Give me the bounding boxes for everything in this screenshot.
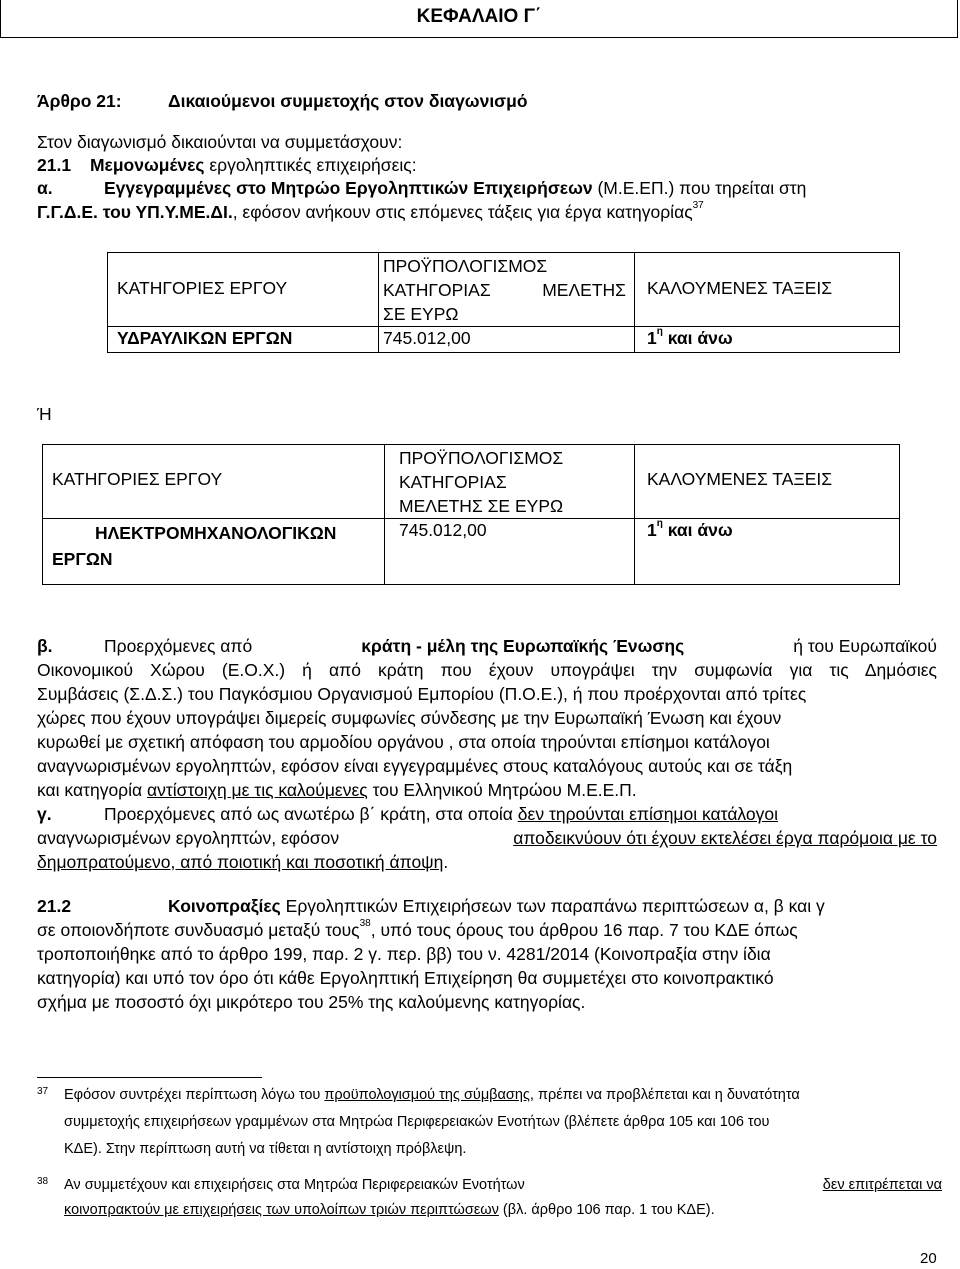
- beta-line-3: Συμβάσεις (Σ.Δ.Σ.) του Παγκόσμιου Οργανισμού Εμπορίου (Π.Ο.Ε.), ή που προέρχονται από τρίτες: [37, 684, 807, 704]
- section-21-2-line-5: σχήμα με ποσοστό όχι μικρότερο του 25% της καλούμενης κατηγορίας.: [37, 992, 586, 1012]
- beta-line-5: κυρωθεί με σχετική απόφαση του αρμοδίου οργάνου , στα οποία τηρούνται επίσημοι κατάλογοι: [37, 732, 770, 752]
- table1-header-budget: ΠΡΟΫΠΟΛΟΓΙΣΜΟΣ ΚΑΤΗΓΟΡΙΑΣ ΜΕΛΕΤΗΣ ΣΕ ΕΥΡΩ: [379, 253, 635, 327]
- footnote-ref-37[interactable]: 37: [692, 200, 704, 211]
- footnote-38-line-2: κοινοπρακτούν με επιχειρήσεις των υπολοίπων τριών περιπτώσεων (βλ. άρθρο 106 παρ. 1 του ΚΔΕ).: [64, 1202, 715, 1218]
- chapter-title: ΚΕΦΑΛΑΙΟ Γ΄: [416, 6, 542, 27]
- category-table-2: [42, 444, 900, 585]
- footnote-37-line-3: ΚΔΕ). Στην περίπτωση αυτή να τίθεται η αντίστοιχη πρόβλεψη.: [64, 1141, 467, 1157]
- section-number: 21.1: [37, 155, 72, 175]
- or-label: Ή: [37, 404, 52, 424]
- table2-header-category: ΚΑΤΗΓΟΡΙΕΣ ΕΡΓΟΥ: [43, 445, 385, 519]
- section-bold: Μεμονωμένες: [89, 155, 205, 175]
- alpha-letter: α.: [37, 178, 53, 198]
- gamma-letter: γ.: [37, 804, 52, 824]
- gamma-line-1: Προερχόμενες από ως ανωτέρω β΄ κράτη, στα οποία δεν τηρούνται επίσημοι κατάλογοι: [104, 804, 779, 824]
- gamma-line-3: δημοπρατούμενο, από ποιοτική και ποσοτική άποψη.: [37, 852, 449, 872]
- footnote-37-line-1: Εφόσον συντρέχει περίπτωση λόγω του προϋπολογισμού της σύμβασης, πρέπει να προβλέπεται και η δυνατότητα: [64, 1087, 800, 1103]
- beta-line-7: και κατηγορία αντίστοιχη με τις καλούμενες του Ελληνικού Μητρώου Μ.Ε.Ε.Π.: [37, 780, 637, 800]
- alpha-line-1: Εγγεγραμμένες στο Μητρώο Εργοληπτικών Επιχειρήσεων (Μ.Ε.ΕΠ.) που τηρείται στη: [104, 178, 807, 198]
- footnote-separator: [37, 1077, 262, 1078]
- article-number: Άρθρο 21:: [37, 91, 122, 111]
- table1-row-category: ΥΔΡΑΥΛΙΚΩΝ ΕΡΓΩΝ: [108, 327, 379, 353]
- beta-line-4: χώρες που έχουν υπογράψει διμερείς συμφωνίες σύνδεσης με την Ευρωπαϊκή Ένωση και έχουν: [37, 708, 782, 728]
- footnote-38-number: 38: [37, 1176, 49, 1187]
- article-title: Δικαιούμενοι συμμετοχής στον διαγωνισμό: [168, 91, 528, 111]
- table2-row-budget: 745.012,00: [385, 519, 635, 585]
- beta-line-2: Οικονομικού Χώρου (Ε.Ο.Χ.) ή από κράτη που έχουν υπογράψει την συμφωνία για τις Δημόσιες: [37, 660, 937, 680]
- table1-row-budget: 745.012,00: [379, 327, 635, 353]
- table1-row-classes: $1^\eta$ και άνω: [635, 327, 900, 353]
- section-21-2-line-3: τροποποιήθηκε από το άρθρο 199, παρ. 2 γ. περ. ββ) του ν. 4281/2014 (Κοινοπραξία στην ίδια: [37, 944, 771, 964]
- footnote-37-number: 37: [37, 1086, 49, 1097]
- footnote-38-line-1: Αν συμμετέχουν και επιχειρήσεις στα Μητρώα Περιφερειακών Ενοτήτων δεν επιτρέπεται να: [64, 1177, 942, 1193]
- table1-header-category: ΚΑΤΗΓΟΡΙΕΣ ΕΡΓΟΥ: [108, 253, 379, 327]
- page-number: 20: [920, 1250, 937, 1267]
- category-table-1: [107, 252, 900, 353]
- table2-row-classes: $1^\eta$ και άνω: [635, 519, 900, 585]
- footnote-37-line-2: συμμετοχής επιχειρήσεων γραμμένων στα Μητρώα Περιφερειακών Ενοτήτων (βλέπετε άρθρα 105 και 106 του: [64, 1114, 770, 1130]
- table2-header-budget: ΠΡΟΫΠΟΛΟΓΙΣΜΟΣ ΚΑΤΗΓΟΡΙΑΣ ΜΕΛΕΤΗΣ ΣΕ ΕΥΡΩ: [385, 445, 635, 519]
- section-rest: εργοληπτικές επιχειρήσεις:: [204, 155, 417, 175]
- table2-header-classes: ΚΑΛΟΥΜΕΝΕΣ ΤΑΞΕΙΣ: [635, 445, 900, 519]
- section-21-2-line-4: κατηγορία) και υπό τον όρο ότι κάθε Εργοληπτική Επιχείρηση θα συμμετέχει στο κοινοπρακτικό: [37, 968, 774, 988]
- beta-letter: β.: [37, 636, 53, 656]
- section-21-1: [37, 155, 417, 176]
- section-21-2-line-2: σε οποιονδήποτε συνδυασμό μεταξύ τους$^{38}$, υπό τους όρους του άρθρου 16 παρ. 7 του ΚΔΕ όπως: [37, 918, 798, 940]
- table2-row-category: ΗΛΕΚΤΡΟΜΗΧΑΝΟΛΟΓΙΚΩΝ ΕΡΓΩΝ: [43, 519, 385, 585]
- table1-header-classes: ΚΑΛΟΥΜΕΝΕΣ ΤΑΞΕΙΣ: [635, 253, 900, 327]
- section-21-2-number: 21.2: [37, 896, 72, 916]
- alpha-line-2: Γ.Γ.Δ.Ε. του ΥΠ.Υ.ΜΕ.ΔΙ., εφόσον ανήκουν στις επόμενες τάξεις για έργα κατηγορίας$^{37}$: [37, 200, 704, 222]
- beta-line-6: αναγνωρισμένων εργοληπτών, εφόσον είναι εγγεγραμμένες στους καταλόγους αυτούς και σε τάξη: [37, 756, 793, 776]
- beta-line-1: Προερχόμενες από κράτη - μέλη της Ευρωπαϊκής Ένωσης ή του Ευρωπαϊκού: [104, 636, 937, 656]
- section-21-2-line-1: Κοινοπραξίες Εργοληπτικών Επιχειρήσεων των παραπάνω περιπτώσεων α, β και γ: [168, 896, 825, 916]
- gamma-line-2: αναγνωρισμένων εργοληπτών, εφόσον αποδεικνύουν ότι έχουν εκτελέσει έργα παρόμοια με το: [37, 828, 937, 848]
- footnote-ref-38[interactable]: 38: [359, 918, 371, 929]
- chapter-header: [0, 0, 958, 38]
- intro-text: Στον διαγωνισμό δικαιούνται να συμμετάσχουν:: [37, 132, 403, 152]
